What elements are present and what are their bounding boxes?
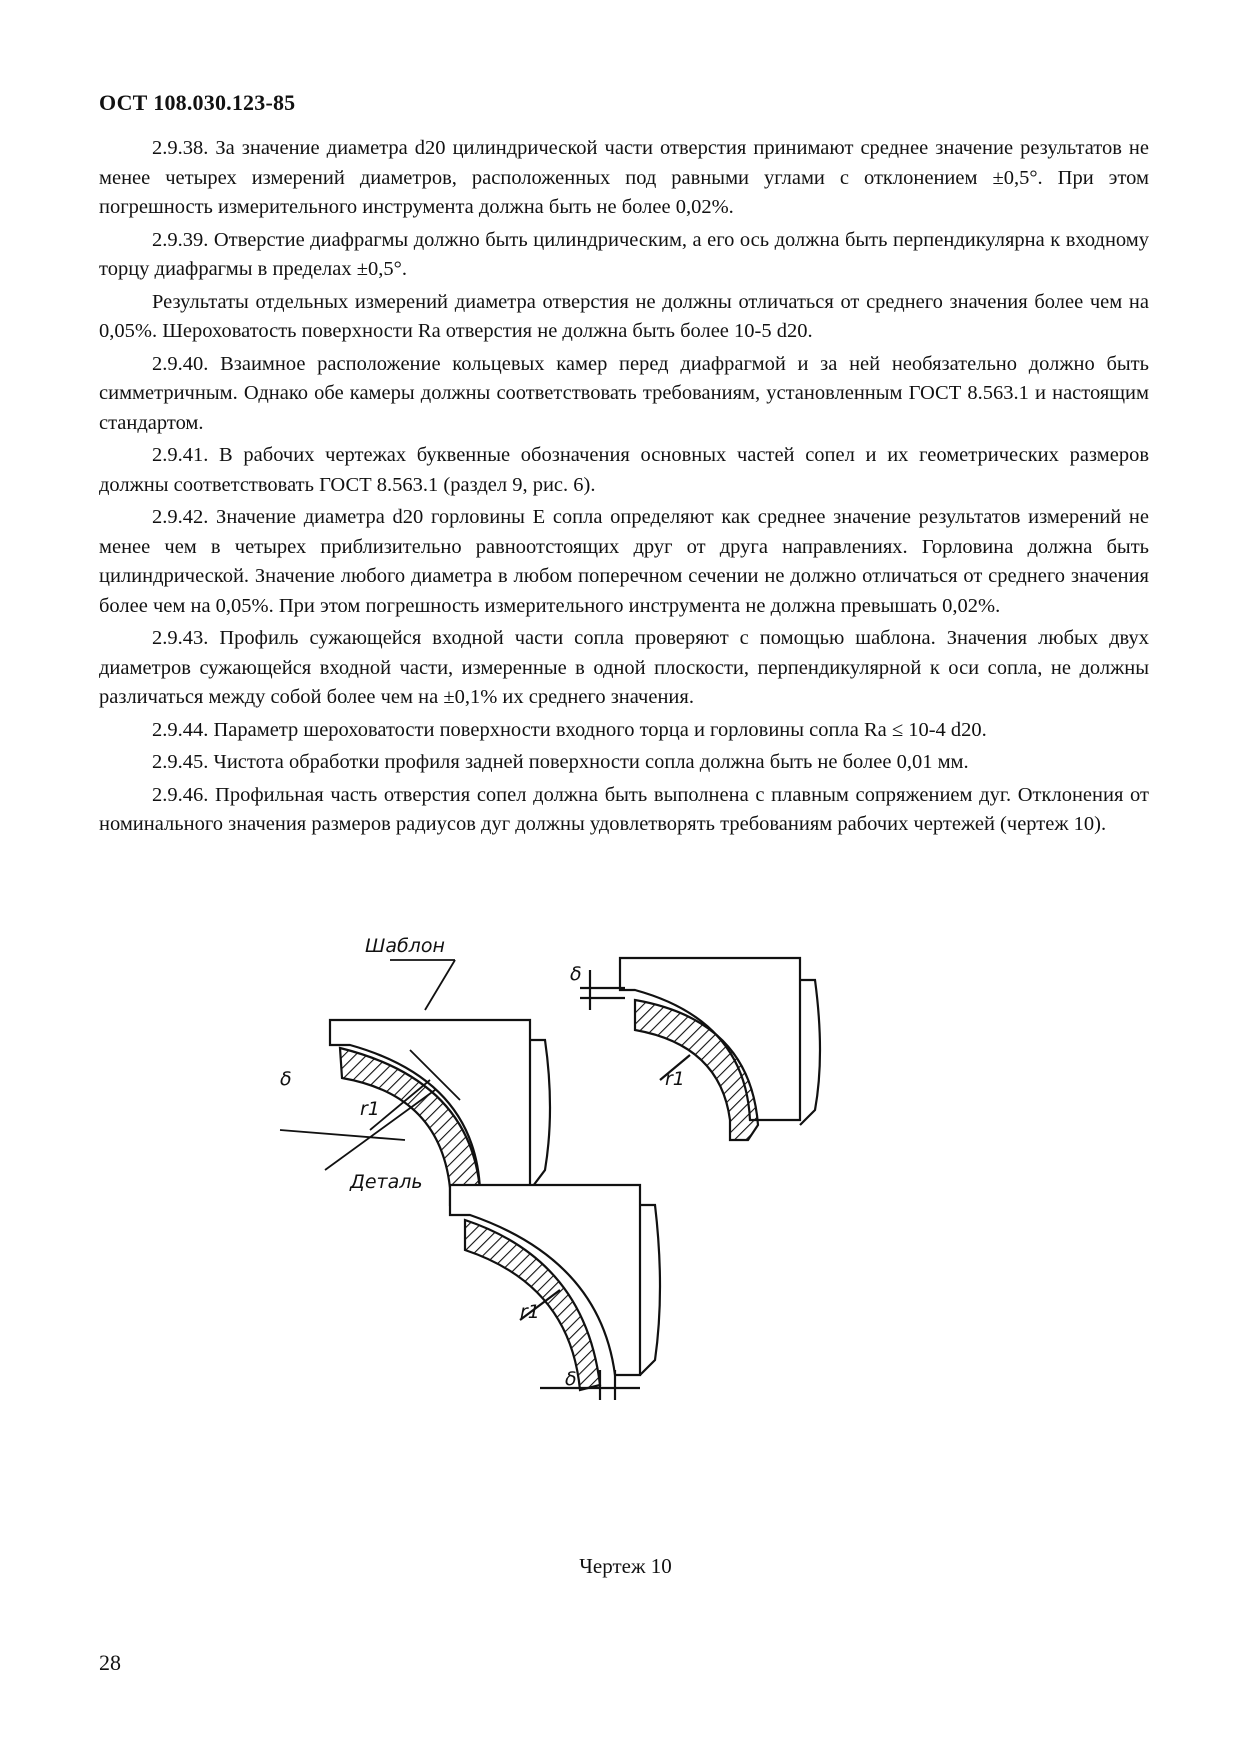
paragraph-2-9-46: 2.9.46. Профильная часть отверстия сопел должна быть выполнена с плавным сопряжением дуг. Отклонения от номинального значения размеров радиусов дуг должны удовлетворять требованиям рабочих чертежей (чертеж 10). xyxy=(99,783,1149,835)
label-template: Шаблон xyxy=(365,935,445,957)
figure-caption: Чертеж 10 xyxy=(579,1554,672,1578)
technical-drawing xyxy=(280,935,980,1560)
label-gap-view3: δ xyxy=(565,1368,577,1390)
label-r1-view1: r1 xyxy=(360,1098,380,1120)
paragraph-2-9-43: 2.9.43. Профиль сужающейся входной части сопла проверяют с помощью шаблона. Значения любых двух диаметров сужающейся входной части, измеренные в одной плоскости, перпендикулярной к оси сопла, не должны различаться между собой более чем на ±0,1% их среднего значения. xyxy=(99,627,1149,708)
view-gap-top xyxy=(580,958,820,1140)
paragraph-2-9-41: 2.9.41. В рабочих чертежах буквенные обозначения основных частей сопел и их геометрических размеров должны соответствовать ГОСТ 8.563.1 (раздел 9, рис. 6). xyxy=(99,444,1149,496)
label-r1-view3: r1 xyxy=(520,1301,540,1323)
label-gap-view2: δ xyxy=(570,963,582,985)
label-r1-view2: r1 xyxy=(665,1068,685,1090)
paragraph-results: Результаты отдельных измерений диаметра отверстия не должны отличаться от среднего значения более чем на 0,05%. Шероховатость поверхности Ra отверстия не должна быть более 10-5 d20. xyxy=(99,290,1149,342)
view-gap-bottom xyxy=(450,1185,660,1400)
paragraph-2-9-40: 2.9.40. Взаимное расположение кольцевых камер перед диафрагмой и за ней необязательно должно быть симметричным. Однако обе камеры должны соответствовать требованиям, установленным ГОСТ 8.563.1 и настоящим стандартом. xyxy=(99,352,1149,434)
page-number: 28 xyxy=(99,1650,121,1675)
paragraph-2-9-38: 2.9.38. За значение диаметра d20 цилиндрической части отверстия принимают среднее значение результатов не менее четырех измерений диаметров, расположенных под равными углами с отклонением ±0,5°. При этом погрешность измерительного инструмента должна быть не более 0,02%. xyxy=(99,137,1149,218)
paragraph-2-9-39: 2.9.39. Отверстие диафрагмы должно быть цилиндрическим, а его ось должна быть перпендикулярна к входному торцу диафрагмы в пределах ±0,5°. xyxy=(99,228,1149,280)
drawing-10 xyxy=(280,935,980,1560)
body-text xyxy=(99,134,1149,843)
paragraph-2-9-42: 2.9.42. Значение диаметра d20 горловины E сопла определяют как среднее значение результатов измерений не менее чем в четырех приблизительно равноотстоящих друг от друга направлениях. Горловина должна быть цилиндрической. Значение любого диаметра в любом поперечном сечении не должно отличаться от среднего значения более чем на 0,05%. При этом погрешность измерительного инструмента не должна превышать 0,02%. xyxy=(99,506,1149,617)
label-gap-view1: δ xyxy=(280,1068,292,1090)
document-code-header: ОСТ 108.030.123-85 xyxy=(99,90,296,115)
paragraph-2-9-45: 2.9.45. Чистота обработки профиля задней поверхности сопла должна быть не более 0,01 мм. xyxy=(152,751,969,773)
paragraph-2-9-44: 2.9.44. Параметр шероховатости поверхности входного торца и горловины сопла Ra ≤ 10-4 d20. xyxy=(152,718,987,741)
label-part: Деталь xyxy=(350,1171,423,1193)
